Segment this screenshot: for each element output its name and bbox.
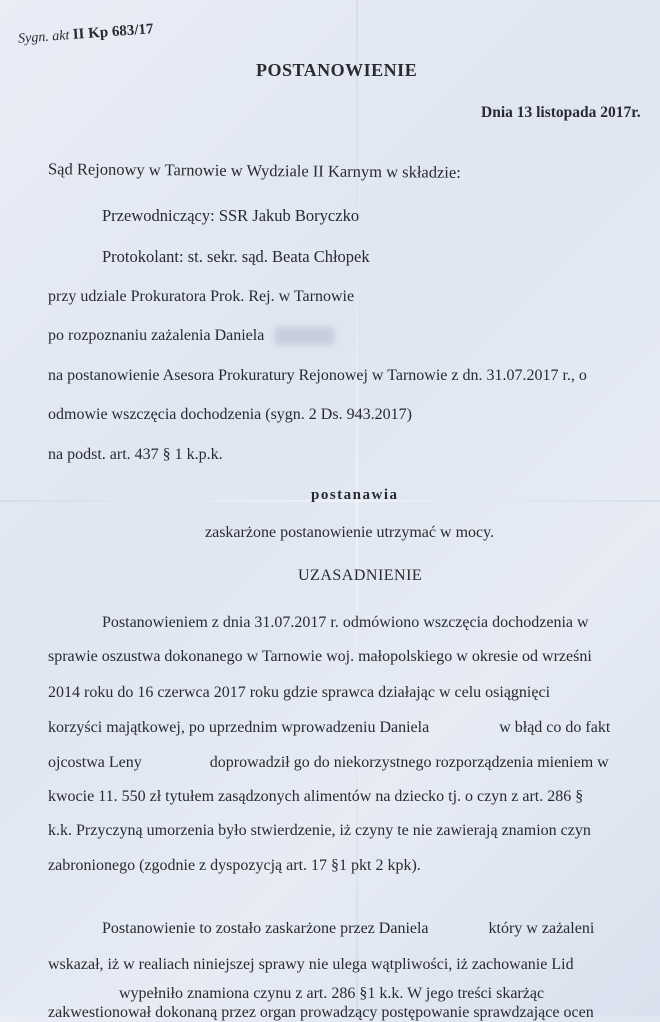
justification-text: w błąd co do fakt xyxy=(499,719,611,736)
justification-line: wypełniło znamiona czynu z art. 286 §1 k.k. W jego treści skarżąc xyxy=(119,985,545,1002)
decision-line-1: na postanowienie Asesora Prokuratury Rejonowej w Tarnowie z dn. 31.07.2017 r., o xyxy=(48,367,587,384)
justification-text: korzyści majątkowej, po uprzednim wprowadzeniu Daniela xyxy=(48,719,430,736)
decision-line-2: odmowie wszczęcia dochodzenia (sygn. 2 Ds. 943.2017) xyxy=(48,406,412,423)
justification-line: zabronionego (zgodnie z dyspozycją art. 17 §1 pkt 2 kpk). xyxy=(48,857,421,874)
justification-text: Postanowienie to zostało zaskarżone przez Daniela xyxy=(102,920,429,937)
redacted-surname xyxy=(274,327,334,345)
justification-line: wskazał, iż w realiach niniejszej sprawy nie ulega wątpliwości, iż zachowanie Lid xyxy=(48,956,574,973)
complaint-text: po rozpoznaniu zażalenia Daniela xyxy=(48,327,265,344)
justification-line xyxy=(48,719,610,737)
justification-text: doprowadził go do niekorzystnego rozporządzenia mieniem w xyxy=(209,754,609,771)
clerk-line: Protokolant: st. sekr. sąd. Beata Chłopek xyxy=(102,247,370,266)
case-signature xyxy=(18,21,155,47)
case-signature-label: Sygn. akt xyxy=(17,28,70,47)
justification-line xyxy=(48,754,609,772)
prosecutor-line: przy udziale Prokuratora Prok. Rej. w Tarnowie xyxy=(48,288,355,305)
justification-line: kwocie 11. 550 zł tytułem zasądzonych alimentów na dziecko tj. o czyn z art. 286 § xyxy=(48,788,584,805)
document-date: Dnia 13 listopada 2017r. xyxy=(481,104,641,121)
justification-text: ojcostwa Leny xyxy=(48,754,142,771)
chair-line: Przewodniczący: SSR Jakub Boryczko xyxy=(102,206,360,225)
complaint-line xyxy=(48,327,334,345)
justification-line: zakwestionował dokonaną przez organ prowadzący postępowanie sprawdzające ocen xyxy=(48,1004,594,1021)
justification-line xyxy=(102,920,594,938)
ruling-heading: postanawia xyxy=(311,487,399,503)
justification-text: który w zażaleni xyxy=(488,920,595,937)
court-composition-line: Sąd Rejonowy w Tarnowie w Wydziale II Karnym w składzie: xyxy=(47,159,461,182)
justification-heading: UZASADNIENIE xyxy=(298,567,423,584)
document-title: POSTANOWIENIE xyxy=(256,60,418,80)
legal-basis-line: na podst. art. 437 § 1 k.p.k. xyxy=(48,446,223,463)
ruling-text: zaskarżone postanowienie utrzymać w mocy. xyxy=(205,524,495,541)
justification-line: sprawie oszustwa dokonanego w Tarnowie woj. małopolskiego w okresie od wrześni xyxy=(48,648,592,665)
justification-line: Postanowieniem z dnia 31.07.2017 r. odmówiono wszczęcia dochodzenia w xyxy=(102,614,589,631)
case-number: II Kp 683/17 xyxy=(72,21,155,43)
justification-line: 2014 roku do 16 czerwca 2017 roku gdzie sprawca działając w celu osiągnięci xyxy=(48,684,551,701)
justification-line: k.k. Przyczyną umorzenia było stwierdzenie, iż czyny te nie zawierają znamion czyn xyxy=(48,822,591,839)
